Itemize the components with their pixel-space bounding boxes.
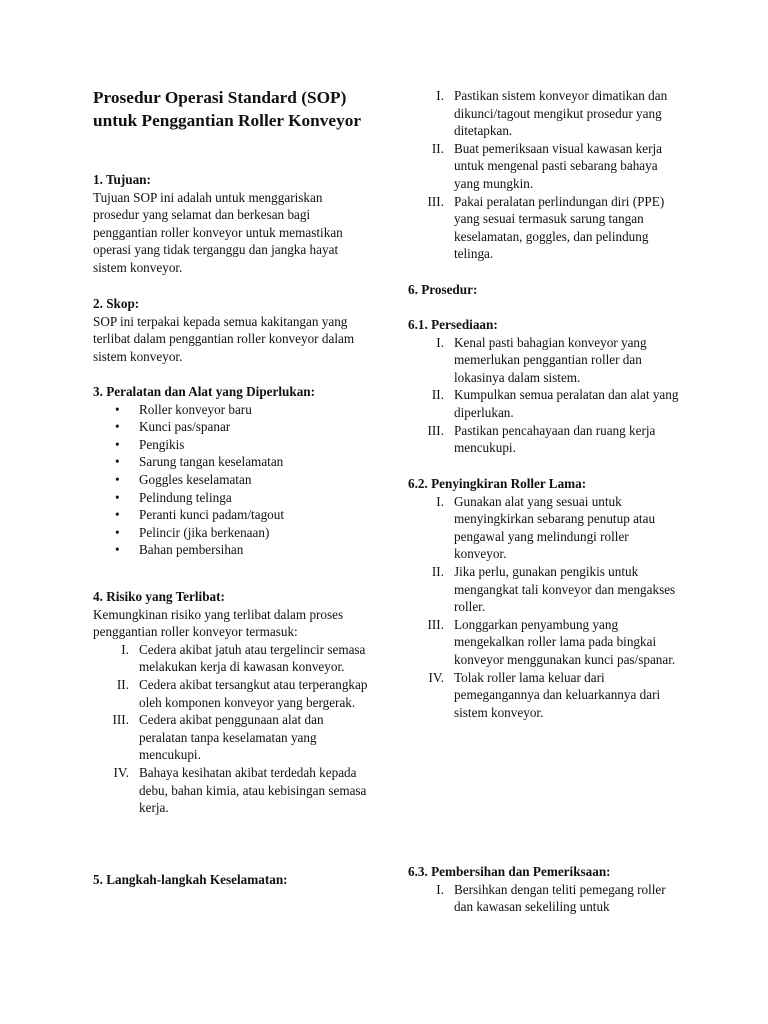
list-item-text: Kumpulkan semua peralatan dan alat yang diperlukan. <box>454 387 679 420</box>
section-heading: 6. Prosedur: <box>408 282 478 297</box>
list-item-text: Gunakan alat yang sesuai untuk menyingkirkan sebarang penutup atau pengawal yang melindungi roller konveyor. <box>454 493 656 562</box>
section-heading: 5. Langkah-langkah Keselamatan: <box>93 872 288 887</box>
section-text: Tujuan SOP ini adalah untuk menggariskan prosedur yang selamat dan berkesan bagi penggantian roller konveyor untuk memastikan operasi yang tidak terganggu dan jangka hayat sistem konveyor. <box>93 189 343 275</box>
section-langkah-keselamatan <box>408 87 680 263</box>
document-title: Prosedur Operasi Standard (SOP) untuk Penggantian Roller Konveyor <box>93 88 362 130</box>
risk-list <box>93 641 368 817</box>
removal-list <box>408 493 680 722</box>
section-langkah-keselamatan-heading <box>93 871 368 889</box>
bullet-icon: • <box>115 471 120 487</box>
section-heading: 6.3. Pembersihan dan Pemeriksaan: <box>408 864 611 879</box>
list-item-text: Cedera akibat tersangkut atau terperangkap oleh komponen konveyor yang bergerak. <box>139 676 368 710</box>
section-heading: 6.2. Penyingkiran Roller Lama: <box>408 476 587 491</box>
section-skop <box>93 295 368 365</box>
section-persediaan <box>408 316 680 457</box>
list-item-text: Cedera akibat jatuh atau tergelincir semasa melakukan kerja di kawasan konveyor. <box>139 641 366 675</box>
list-number: III. <box>427 422 444 438</box>
list-item <box>93 641 368 676</box>
list-item-text: Pengikis <box>139 436 185 452</box>
section-heading: 6.1. Persediaan: <box>408 317 498 332</box>
list-item <box>408 493 680 563</box>
list-item-text: Roller konveyor baru <box>139 401 252 417</box>
list-item <box>93 506 368 524</box>
list-item <box>408 563 680 616</box>
list-number: III. <box>427 193 444 209</box>
list-item <box>408 881 680 916</box>
list-number: IV. <box>113 764 129 780</box>
bullet-icon: • <box>115 401 120 417</box>
list-number: II. <box>431 387 444 403</box>
section-risiko <box>93 588 368 817</box>
list-number: I. <box>436 334 444 350</box>
list-item <box>408 386 680 421</box>
section-prosedur <box>408 281 680 299</box>
bullet-icon: • <box>115 524 120 540</box>
list-item-text: Longgarkan penyambung yang mengekalkan roller lama pada bingkai konveyor menggunakan kunci pas/spanar. <box>454 616 676 667</box>
list-item <box>408 422 680 457</box>
section-heading: 1. Tujuan: <box>93 172 151 187</box>
list-number: I. <box>121 641 129 657</box>
list-item <box>93 471 368 489</box>
list-item-text: Bahan pembersihan <box>139 542 244 558</box>
list-number: IV. <box>428 669 444 685</box>
list-item <box>408 87 680 140</box>
list-item-text: Kenal pasti bahagian konveyor yang memerlukan penggantian roller dan lokasinya dalam sistem. <box>454 334 647 385</box>
cleaning-list <box>408 881 680 916</box>
list-item <box>93 489 368 507</box>
list-item-text: Pastikan sistem konveyor dimatikan dan dikunci/tagout mengikut prosedur yang ditetapkan. <box>454 88 668 139</box>
list-number: II. <box>431 140 444 156</box>
list-item <box>93 541 368 559</box>
list-item-text: Pelindung telinga <box>139 489 232 505</box>
list-item-text: Bahaya kesihatan akibat terdedah kepada debu, bahan kimia, atau kebisingan semasa kerja. <box>139 764 367 816</box>
list-item <box>408 616 680 669</box>
section-intro: Kemungkinan risiko yang terlibat dalam proses penggantian roller konveyor termasuk: <box>93 606 344 640</box>
list-item <box>408 669 680 722</box>
section-peralatan <box>93 383 368 559</box>
section-heading: 2. Skop: <box>93 296 140 311</box>
bullet-icon: • <box>115 454 120 470</box>
section-heading: 3. Peralatan dan Alat yang Diperlukan: <box>93 384 316 399</box>
safety-steps-list <box>408 87 680 263</box>
list-item-text: Sarung tangan keselamatan <box>139 454 284 470</box>
list-item-text: Pakai peralatan perlindungan diri (PPE) yang sesuai termasuk sarung tangan keselamatan, goggles, dan pelindung telinga. <box>454 193 665 262</box>
bullet-icon: • <box>115 419 120 435</box>
bullet-icon: • <box>115 436 120 452</box>
list-item <box>93 436 368 454</box>
list-item <box>93 401 368 419</box>
list-item <box>93 764 368 817</box>
list-number: II. <box>431 563 444 579</box>
list-item-text: Kunci pas/spanar <box>139 419 231 435</box>
list-item-text: Jika perlu, gunakan pengikis untuk mengangkat tali konveyor dan mengakses roller. <box>454 563 676 615</box>
list-number: I. <box>436 881 444 897</box>
bullet-icon: • <box>115 507 120 523</box>
list-item-text: Cedera akibat penggunaan alat dan peralatan tanpa keselamatan yang mencukupi. <box>139 712 324 763</box>
bullet-icon: • <box>115 489 120 505</box>
list-item <box>408 334 680 387</box>
section-text: SOP ini terpakai kepada semua kakitangan yang terlibat dalam penggantian roller konveyor dalam sistem konveyor. <box>93 313 355 364</box>
list-item-text: Bersihkan dengan teliti pemegang roller dan kawasan sekeliling untuk <box>454 881 666 915</box>
section-pembersihan <box>408 863 680 916</box>
section-heading: 4. Risiko yang Terlibat: <box>93 589 225 604</box>
list-item <box>408 193 680 263</box>
list-item <box>93 418 368 436</box>
list-item-text: Pelincir (jika berkenaan) <box>139 524 270 540</box>
list-item-text: Peranti kunci padam/tagout <box>139 507 285 523</box>
equipment-list <box>93 401 368 559</box>
list-number: I. <box>436 493 444 509</box>
list-item <box>93 453 368 471</box>
list-number: III. <box>112 712 129 728</box>
list-item <box>408 140 680 193</box>
list-item-text: Pastikan pencahayaan dan ruang kerja mencukupi. <box>454 422 656 456</box>
bullet-icon: • <box>115 542 120 558</box>
section-tujuan <box>93 171 368 277</box>
list-item-text: Buat pemeriksaan visual kawasan kerja untuk mengenal pasti sebarang bahaya yang mungkin. <box>454 140 662 191</box>
section-penyingkiran <box>408 475 680 721</box>
preparation-list <box>408 334 680 457</box>
list-item-text: Goggles keselamatan <box>139 471 252 487</box>
list-item <box>93 711 368 764</box>
list-item-text: Tolak roller lama keluar dari pemegangannya dan keluarkannya dari sistem konveyor. <box>454 669 661 720</box>
list-item <box>93 524 368 542</box>
list-number: III. <box>427 616 444 632</box>
list-item <box>93 676 368 711</box>
list-number: I. <box>436 88 444 103</box>
list-number: II. <box>116 676 129 692</box>
